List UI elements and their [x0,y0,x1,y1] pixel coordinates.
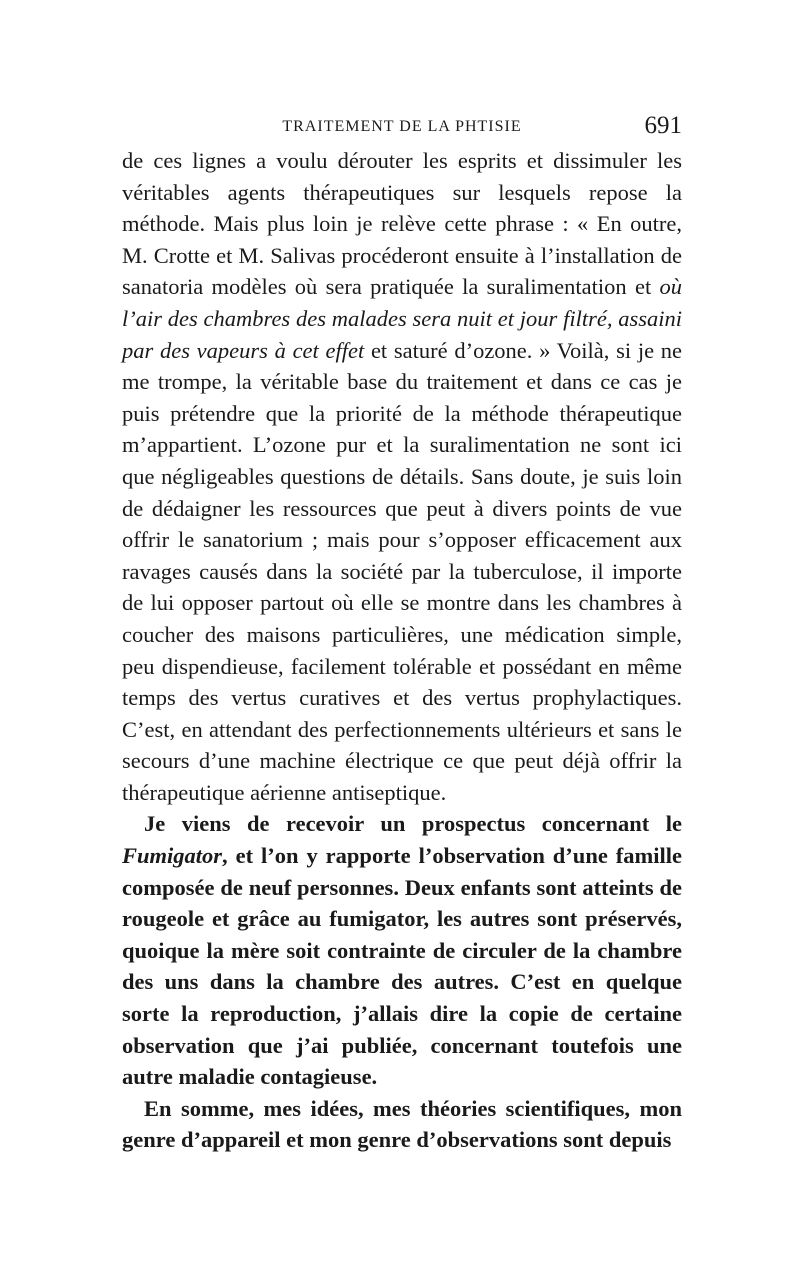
paragraph-2 [122,808,682,1092]
body-text [122,145,682,1156]
paragraph-1-text-a: de ces lignes a voulu dérouter les esprits et dissimuler les véritables agents thérapeutiques sur lesquels repose la méthode. Mais plus loin je relève cette phrase : « En outre, M. Crotte et M. Salivas procéderont ensuite à l’installation de sanatoria modèles où sera pratiquée la suralimentation et [122,148,682,300]
running-title: TRAITEMENT DE LA PHTISIE [282,118,522,135]
page-number: 691 [644,112,682,139]
paragraph-3-text: En somme, mes idées, mes théories scientifiques, mon genre d’appareil et mon genre d’observations sont depuis [122,1095,682,1153]
running-head [122,112,682,140]
paragraph-1 [122,145,682,808]
paragraph-1-text-b: et saturé d’ozone. » Voilà, si je ne me trompe, la véritable base du traitement et dans ce cas je puis prétendre que la priorité de la méthode thérapeutique m’appartient. L’ozone pur et la suralimentation ne sont ici que négligeables questions de détails. Sans doute, je suis loin de dédaigner les ressources que peut à divers points de vue offrir le sanatorium ; mais pour s’opposer efficacement aux ravages causés dans la société par la tuberculose, il importe de lui opposer partout où elle se montre dans les chambres à coucher des maisons particulières, une médication simple, peu dispendieuse, facilement tolérable et possédant en même temps des vertus curatives et des vertus prophylactiques. C’est, en attendant des perfectionnements ultérieurs et sans le secours d’une machine électrique ce que peut déjà offrir la thérapeutique aérienne antiseptique. [122,337,682,805]
paragraph-3 [122,1093,682,1156]
paragraph-2-text-b: , et l’on y rapporte l’observation d’une famille composée de neuf personnes. Deux enfants sont atteints de rougeole et grâce au fumigator, les autres sont préservés, quoique la mère soit contrainte de circuler de la chambre des uns dans la chambre des autres. C’est en quelque sorte la reproduction, j’allais dire la copie de certaine observation que j’ai publiée, concernant toutefois une autre maladie contagieuse. [122,843,682,1090]
paragraph-1-italic-quote: où l’air des chambres des malades sera nuit et jour filtré, assaini par des vapeurs à cet effet [122,274,682,363]
paragraph-2-italic-term: Fumigator [122,843,223,869]
paragraph-2-text-a: Je viens de recevoir un prospectus concernant le [144,811,682,837]
